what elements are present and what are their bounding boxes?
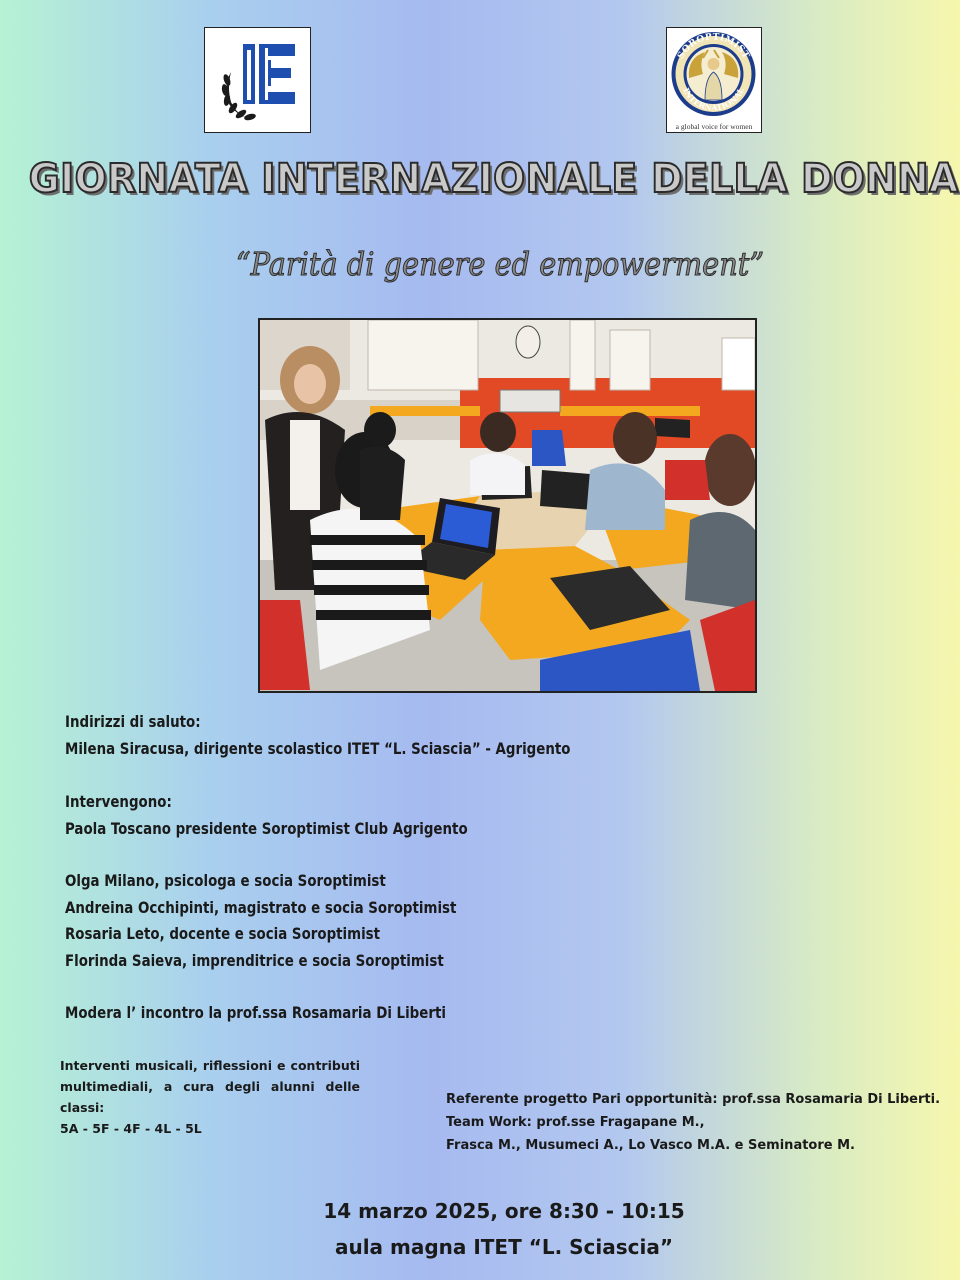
event-date-time: 14 marzo 2025, ore 8:30 - 10:15 (323, 1199, 685, 1223)
project-team-line2: Frasca M., Musumeci A., Lo Vasco M.A. e Seminatore M. (446, 1138, 855, 1153)
soroptimist-ring-lettering (667, 28, 760, 120)
greetings-section (65, 709, 570, 762)
school-logo (204, 27, 311, 133)
soroptimist-logo (666, 27, 762, 133)
speaker-item: Andreina Occhipinti, magistrato e socia Soroptimist (65, 897, 457, 917)
soroptimist-tagline: a global voice for women (675, 122, 753, 131)
svg-text:INTERNATIONAL: INTERNATIONAL (681, 85, 746, 113)
moderator-section (65, 1000, 446, 1027)
greetings-label: Indirizzi di saluto: (65, 712, 201, 731)
page-title: GIORNATA INTERNAZIONALE DELLA DONNA (28, 156, 959, 202)
moderator-line: Modera l’ incontro la prof.ssa Rosamaria Di Liberti (65, 1003, 446, 1022)
speaker-item: Rosaria Leto, docente e socia Soroptimist (65, 924, 381, 943)
speakers-section (65, 789, 468, 842)
speaker-item: Florinda Saieva, imprenditrice e socia Soroptimist (65, 950, 444, 970)
speakers-label: Intervengono: (65, 792, 172, 811)
speakers-list (65, 868, 456, 974)
project-team-line1: Team Work: prof.sse Fragapane M., (446, 1115, 705, 1130)
classroom-photo (258, 318, 757, 693)
project-referent: Referente progetto Pari opportunità: prof.ssa Rosamaria Di Liberti. (446, 1092, 941, 1107)
page-subtitle: “Parità di genere ed empowerment” (235, 245, 765, 283)
classroom-photo-illustration (260, 320, 755, 691)
speaker-first: Paola Toscano presidente Soroptimist Club Agrigento (65, 818, 468, 838)
event-place: aula magna ITET “L. Sciascia” (334, 1235, 674, 1259)
music-note (60, 1055, 360, 1139)
svg-text:SOROPTIMIST: SOROPTIMIST (676, 32, 751, 61)
greetings-line: Milena Siracusa, dirigente scolastico ITET “L. Sciascia” - Agrigento (65, 738, 571, 758)
music-note-text: Interventi musicali, riflessioni e contributi multimediali, a cura degli alunni delle classi: (60, 1058, 360, 1115)
speaker-item: Olga Milano, psicologa e socia Soroptimist (65, 871, 386, 890)
project-credits (446, 1088, 940, 1157)
school-logo-graphic (205, 28, 309, 131)
music-note-classes: 5A - 5F - 4F - 4L - 5L (60, 1121, 202, 1136)
